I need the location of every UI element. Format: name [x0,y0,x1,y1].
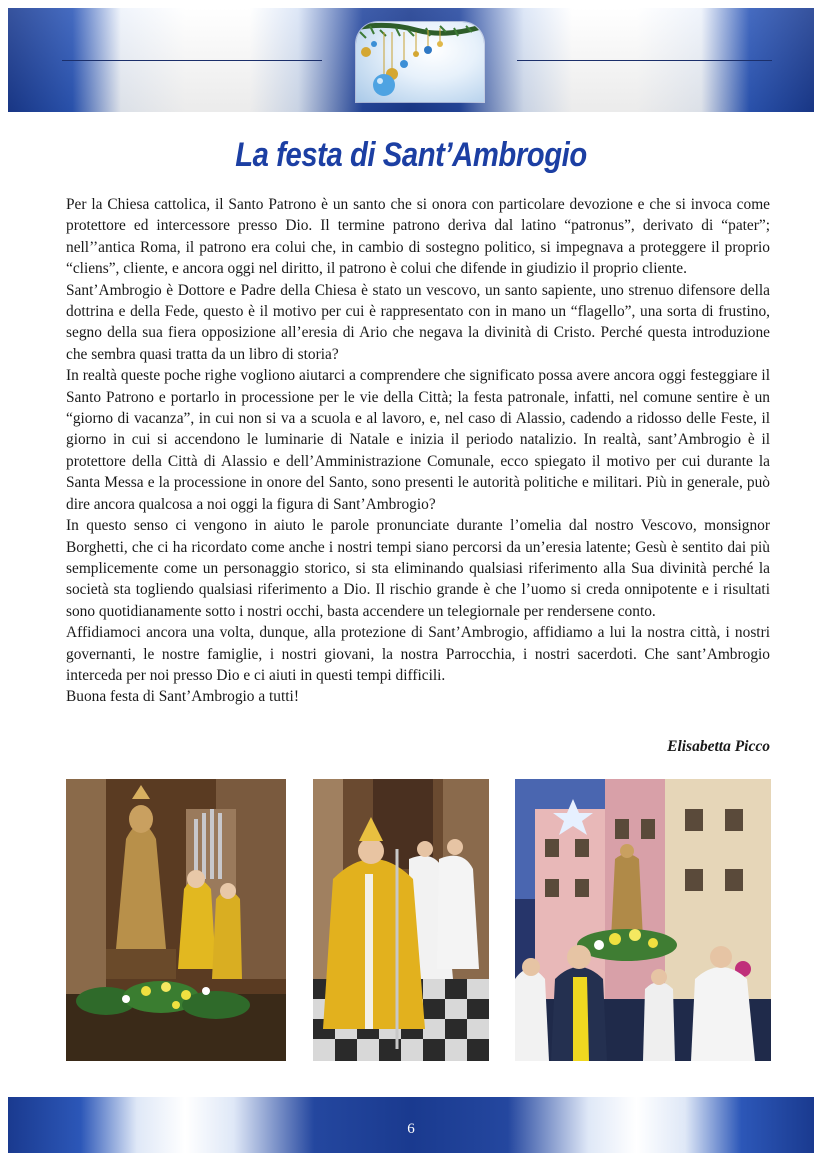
photo-bishop-procession [313,779,489,1061]
author-signature: Elisabetta Picco [667,738,770,755]
paragraph: Sant’Ambrogio è Dottore e Padre della Chiesa è stato un vescovo, un santo sapiente, uno strenuo difensore della dottrina e della Fede, questo è il motivo per cui è rappresentato con in mano un “flagello”, una sorta di frustino, segno della sua fiera opposizione all’eresia di Ario che negava la divinità di Cristo. Perché questa introduzione che sembra quasi tratta da un libro di storia? [66,281,770,363]
header-rule-right [517,60,772,61]
article-body [66,194,770,708]
christmas-ornament-icon [356,22,484,102]
paragraph: In questo senso ci vengono in aiuto le parole pronunciate durante l’omelia dal nostro Vescovo, monsignor Borghetti, che ci ha ricordato come anche i nostri tempi siano percorsi da un’eresia latente; Gesù è sentito dai più semplicemente come un personaggio storico, si sta eliminando qualsiasi riferimento alla Sua divinità perché la società sta togliendo qualsiasi riferimento a Dio. Il rischio grande è che l’uomo si creda onnipotente e i risultati sono quotidianamente sotto i nostri occhi, basta accendere un telegiornale per rendersene conto. [66,517,770,620]
photo-saint-statue-altar [66,779,286,1061]
photo-street-procession [515,779,771,1061]
page-number: 6 [407,1121,415,1137]
article-title: La festa di Sant’Ambrogio [235,136,587,174]
paragraph: Per la Chiesa cattolica, il Santo Patrono è un santo che si onora con particolare devozione e che si invoca come protettore ed intercessore presso Dio. Il termine patrono deriva dal latino “patronus”, derivato di “pater”; nell’’antica Roma, il patrono era colui che, in cambio di sostegno politico, si impegnava a proteggere il proprio “cliens”, cliente, e ancora oggi nel diritto, il patrono è colui che difende in giudizio il proprio cliente. [66,196,770,278]
header-rule-left [62,60,322,61]
paragraph: Buona festa di Sant’Ambrogio a tutti! [66,688,299,706]
paragraph: In realtà queste poche righe vogliono aiutarci a comprendere che significato possa avere ancora oggi festeggiare il Santo Patrono e portarlo in processione per le vie della Città; la festa patronale, infatti, nel comune sentire è un “giorno di vacanza”, in cui non si va a scuola e al lavoro, e, nel caso di Alassio, cadendo a ridosso delle Feste, il giorno in cui si accendono le luminarie di Natale e inizia il periodo natalizio. In realtà, sant’Ambrogio è il protettore della Città di Alassio e dell’Amministrazione Comunale, ecco spiegato il motivo per cui durante la Santa Messa e la processione in onore del Santo, sono presenti le autorità politiche e militari. Più in generale, può dire ancora qualcosa a noi oggi la figura di Sant’Ambrogio? [66,367,770,513]
paragraph: Affidiamoci ancora una volta, dunque, alla protezione di Sant’Ambrogio, affidiamo a lui la nostra città, i nostri governanti, le nostre famiglie, i nostri giovani, la nostra Parrocchia, i nostri sacerdoti. Che sant’Ambrogio interceda per noi presso Dio e ci aiuti in questi tempi difficili. [66,624,770,684]
